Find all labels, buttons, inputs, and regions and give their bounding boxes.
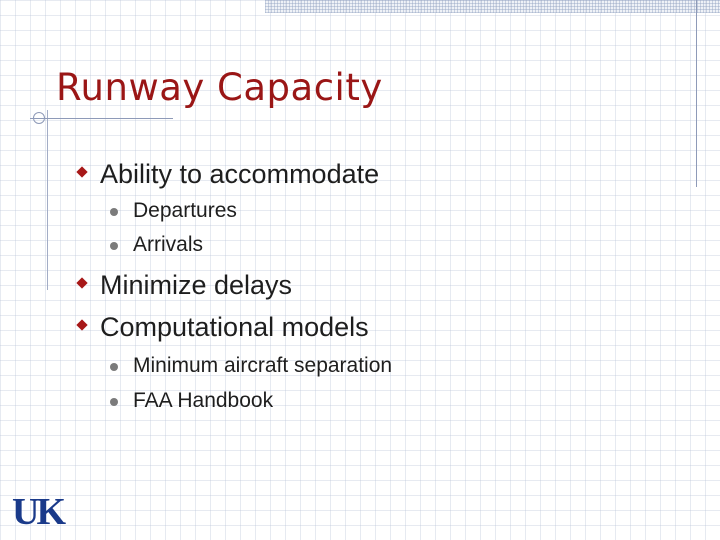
bullet-text: Ability to accommodate <box>100 159 380 189</box>
decorative-circle-mark <box>33 112 45 124</box>
sub-bullet-text: Departures <box>133 199 237 222</box>
decorative-right-line <box>696 0 697 187</box>
bullet-text: Minimize delays <box>100 270 293 300</box>
slide-title: Runway Capacity <box>56 66 383 109</box>
sub-bullet-text: Arrivals <box>133 233 204 256</box>
sub-bullet-text: FAA Handbook <box>133 389 274 412</box>
logo-text: UK <box>12 491 63 530</box>
round-bullet-icon <box>110 363 118 371</box>
uk-logo <box>12 490 78 530</box>
sub-bullet-text: Minimum aircraft separation <box>133 354 393 377</box>
decorative-top-band <box>265 0 720 13</box>
decorative-left-line <box>47 110 48 290</box>
diamond-bullet-icon <box>76 319 87 330</box>
round-bullet-icon <box>110 242 118 250</box>
bullet-text: Computational models <box>100 312 369 342</box>
diamond-bullet-icon <box>76 166 87 177</box>
round-bullet-icon <box>110 398 118 406</box>
diamond-bullet-icon <box>76 277 87 288</box>
title-underline <box>30 118 173 119</box>
round-bullet-icon <box>110 208 118 216</box>
